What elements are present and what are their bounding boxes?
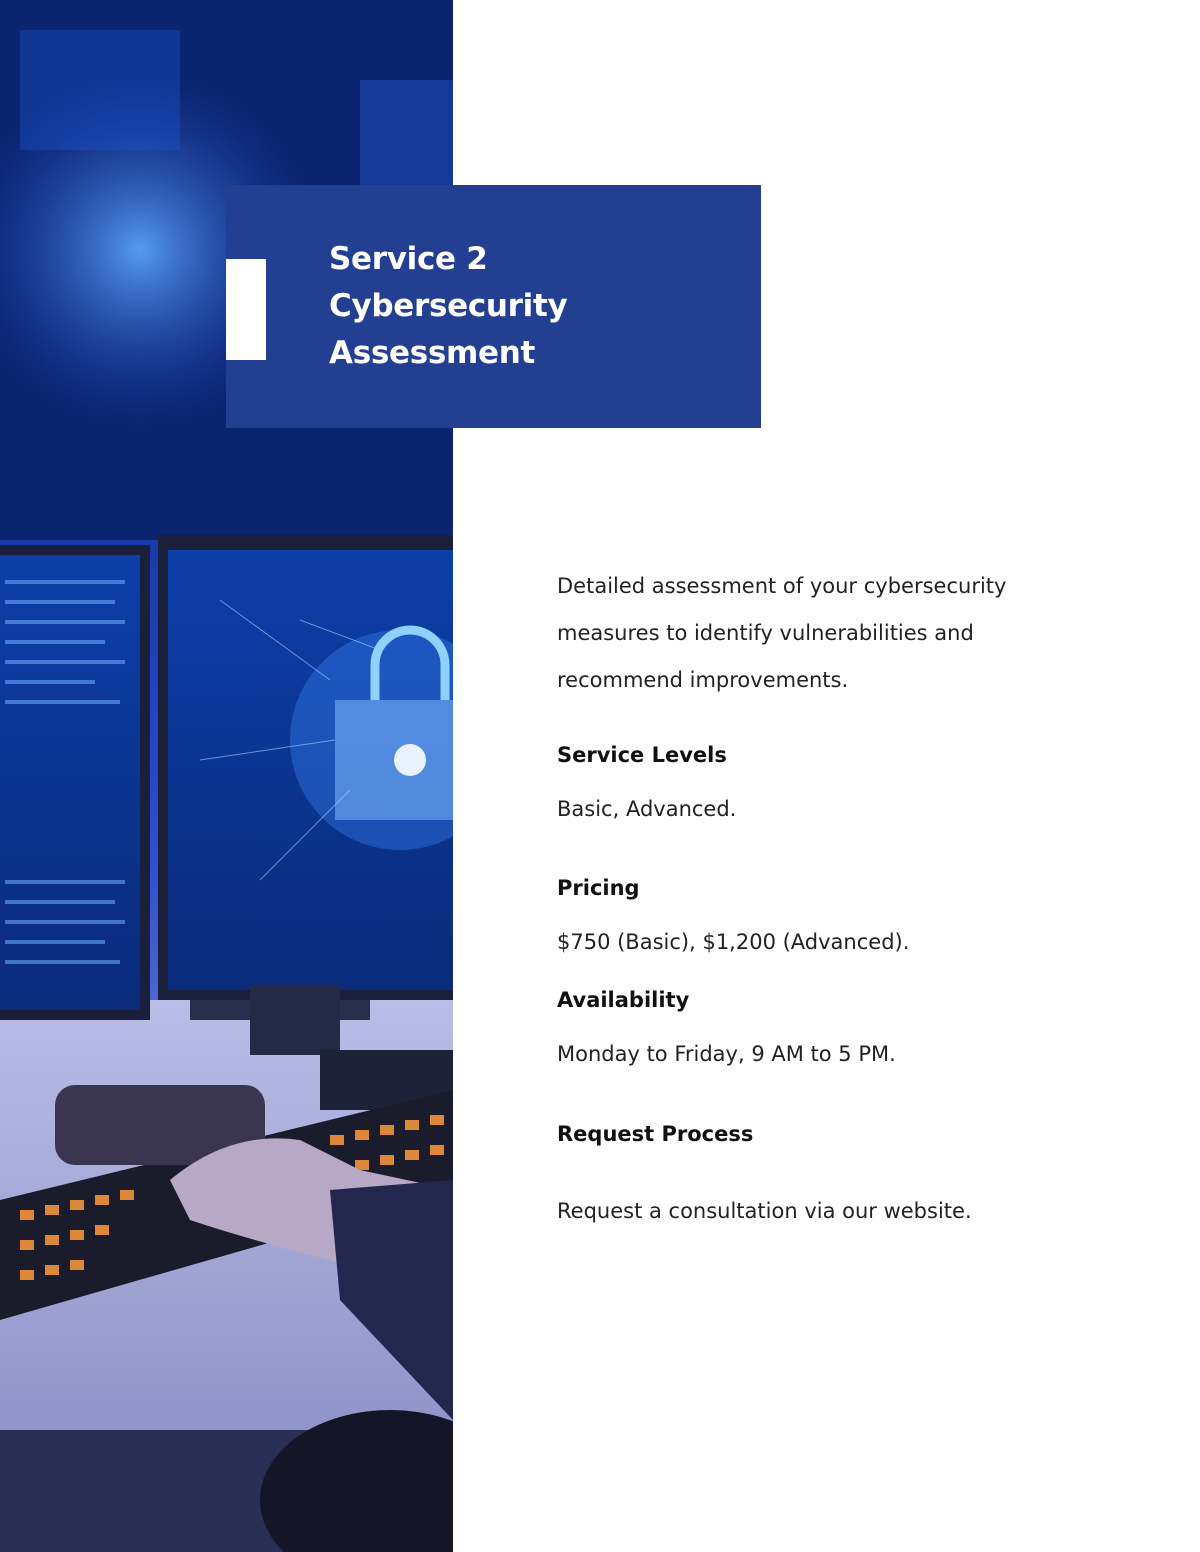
pricing-heading: Pricing [557,876,640,900]
request-process-heading: Request Process [557,1122,754,1146]
request-process-value: Request a consultation via our website. [557,1199,972,1223]
title-line-service: Service 2 [329,241,488,277]
service-levels-heading: Service Levels [557,743,727,767]
service-description: Detailed assessment of your cybersecurity measures to identify vulnerabilities and recommend improvements. [557,574,1007,692]
title-line-cybersecurity: Cybersecurity [329,288,568,324]
availability-value: Monday to Friday, 9 AM to 5 PM. [557,1042,896,1066]
service-levels-value: Basic, Advanced. [557,797,737,821]
pricing-value: $750 (Basic), $1,200 (Advanced). [557,930,910,954]
availability-heading: Availability [557,988,690,1012]
title-accent-bar [226,259,266,360]
page-title [329,236,749,377]
title-line-assessment: Assessment [329,335,536,371]
